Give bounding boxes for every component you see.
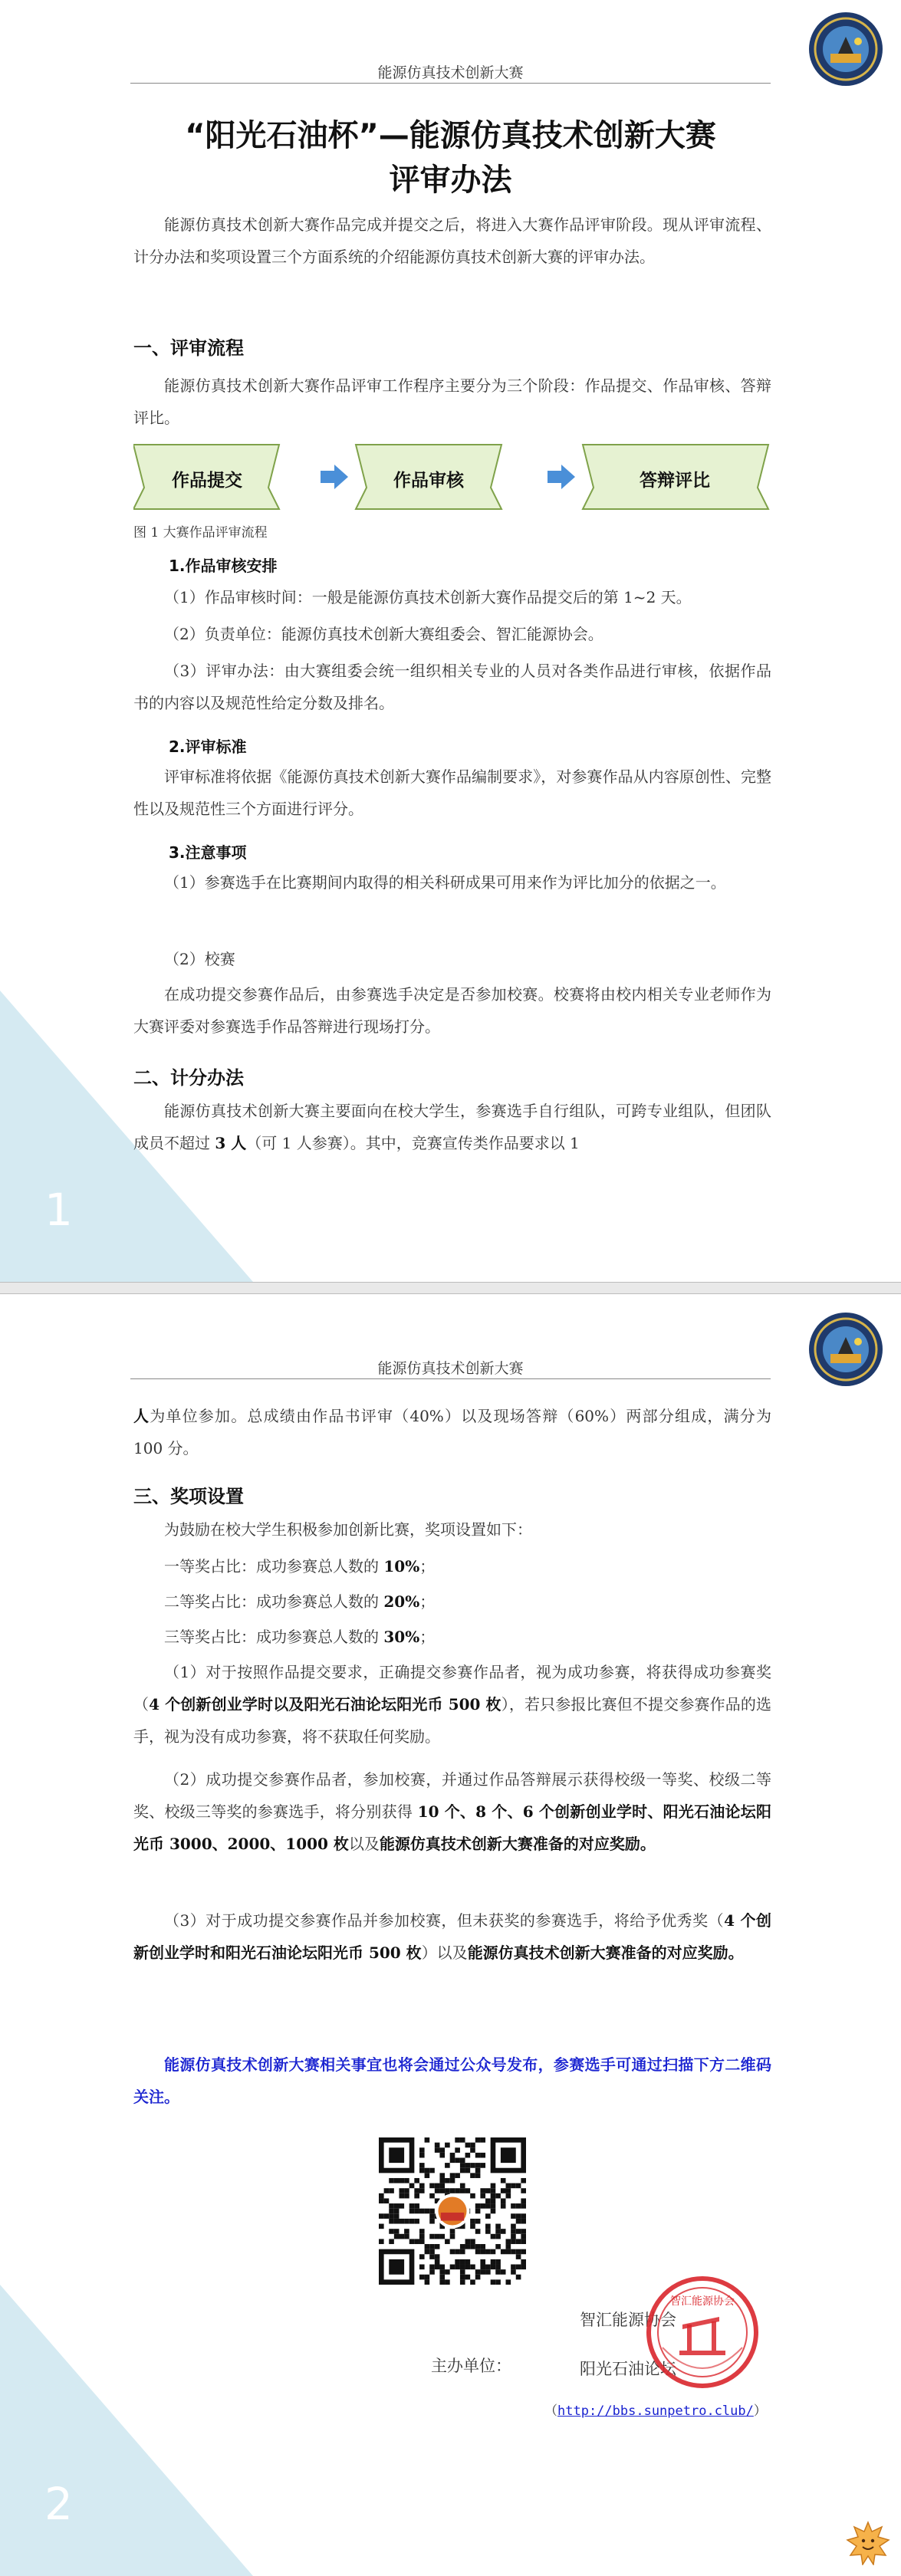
section2-heading: 二、计分办法 [133, 1067, 244, 1089]
flow-step-1-label: 作品提交 [172, 471, 242, 491]
award-rule-1-text: （1）对于按照作品提交要求，正确提交参赛作品者，视为成功参赛，将获得成功参赛奖（ [133, 1663, 771, 1714]
sub1-heading: 1.作品审核安排 [169, 557, 278, 575]
section2-continued [133, 1400, 771, 1464]
prize-second-label: 二等奖占比：成功参赛总人数的 [164, 1592, 384, 1611]
organizer-1: 智汇能源协会 [580, 2311, 676, 2329]
award-rule-2-bold-end: 能源仿真技术创新大赛准备的对应奖励。 [379, 1835, 656, 1853]
section2-cont-text: 为单位参加。总成绩由作品书评审（40%）以及现场答辩（60%）两部分组成，满分为 100 分。 [133, 1407, 772, 1457]
flow-arrow-2 [548, 465, 575, 489]
prize-third-value: 30% [383, 1628, 420, 1646]
page-1 [0, 0, 901, 1282]
host-label: 主办单位： [431, 2357, 511, 2375]
prize-second-value: 20% [383, 1592, 420, 1611]
award-rule-1-bold: 4 个创新创业学时以及阳光石油论坛阳光币 500 枚 [149, 1695, 501, 1714]
prize-first [133, 1550, 771, 1582]
prize-third-end: ； [419, 1628, 436, 1646]
prize-second-end: ； [419, 1592, 436, 1611]
review-flow-diagram [133, 443, 770, 514]
forum-url [544, 2400, 767, 2419]
sub3-item-1: （1）参赛选手在比赛期间内取得的相关科研成果可用来作为评比加分的依据之一。 [164, 873, 726, 892]
corner-decoration [0, 2285, 253, 2576]
flow-step-3-label: 答辩评比 [640, 471, 710, 491]
svg-text:智汇能源协会: 智汇能源协会 [670, 2295, 735, 2308]
award-rule-2-mid: 以及 [348, 1835, 380, 1853]
page-number: 2 [44, 2478, 73, 2530]
association-seal-icon [644, 2274, 761, 2390]
prize-first-label: 一等奖占比：成功参赛总人数的 [164, 1557, 384, 1576]
prize-second [133, 1585, 771, 1618]
prize-first-value: 10% [383, 1557, 420, 1576]
emoji-sticker-icon [846, 2521, 890, 2565]
header-rule [130, 83, 771, 84]
award-rule-1 [133, 1656, 771, 1753]
prize-third [133, 1621, 771, 1653]
award-rule-3-bold-end: 能源仿真技术创新大赛准备的对应奖励。 [467, 1944, 744, 1962]
intro-paragraph: 能源仿真技术创新大赛作品完成并提交之后，将进入大赛作品评审阶段。现从评审流程、计分办法和奖项设置三个方面系统的介绍能源仿真技术创新大赛的评审办法。 [133, 215, 771, 266]
award-rule-2-text: （2）成功提交参赛作品者，参加校赛，并通过作品答辩展示获得校级一等奖、校级二等奖、校级三等奖的参赛选手，将分别获得 [133, 1770, 771, 1821]
award-rule-3 [133, 1904, 771, 1969]
section2-text-a: 能源仿真技术创新大赛主要面向在校大学生，参赛选手自行组队，可跨专业组队，但团队成员不超过 [133, 1102, 771, 1152]
award-rule-1-end: ），若只参报比赛但不提交参赛作品的选手，视为没有成功参赛，将不获取任何奖励。 [133, 1695, 771, 1746]
section3-heading: 三、奖项设置 [133, 1486, 244, 1507]
sub2-paragraph: 评审标准将依据《能源仿真技术创新大赛作品编制要求》，对参赛作品从内容原创性、完整性以及规范性三个方面进行评分。 [133, 767, 771, 818]
header-rule [130, 1378, 771, 1379]
award-rule-2-bold: 10 个、8 个、6 个创新创业学时、阳光石油论坛阳光币 3000、2000、1000 枚 [133, 1802, 771, 1853]
section2-team-size: 3 人 [215, 1134, 247, 1152]
notice-paragraph: 能源仿真技术创新大赛相关事宜也将会通过公众号发布，参赛选手可通过扫描下方二维码关注。 [133, 2055, 771, 2106]
section1-heading: 一、评审流程 [133, 337, 244, 359]
sub1-item-1: （1）作品审核时间：一般是能源仿真技术创新大赛作品提交后的第 1~2 天。 [164, 588, 692, 606]
page-header: 能源仿真技术创新大赛 [377, 1360, 524, 1377]
figure-caption: 图 1 大赛作品评审流程 [133, 525, 268, 540]
section3-intro: 为鼓励在校大学生积极参加创新比赛，奖项设置如下： [164, 1520, 532, 1539]
award-rule-3-text: （3）对于成功提交参赛作品并参加校赛，但未获奖的参赛选手，将给予优秀奖（ [164, 1911, 725, 1930]
association-logo-icon [807, 11, 884, 87]
prize-first-end: ； [419, 1557, 436, 1576]
sub3-heading: 3.注意事项 [169, 843, 247, 862]
sub1-item-2: （2）负责单位：能源仿真技术创新大赛组委会、智汇能源协会。 [164, 625, 603, 643]
section2-text-b: （可 1 人参赛）。其中，竞赛宣传类作品要求以 1 [246, 1134, 580, 1152]
sub3-item-2: （2）校赛 [164, 950, 235, 968]
section1-paragraph: 能源仿真技术创新大赛作品评审工作程序主要分为三个阶段：作品提交、作品审核、答辩评比。 [133, 376, 771, 427]
page-2 [0, 1294, 901, 2576]
qr-code-icon[interactable] [379, 2137, 526, 2285]
sub3-paragraph: 在成功提交参赛作品后，由参赛选手决定是否参加校赛。校赛将由校内相关专业老师作为大赛评委对参赛选手作品答辩进行现场打分。 [133, 985, 771, 1036]
award-rule-2 [133, 1763, 771, 1860]
page-number: 1 [44, 1184, 73, 1236]
url-paren-open: （ [544, 2404, 557, 2419]
sub2-heading: 2.评审标准 [169, 738, 247, 756]
award-rule-3-mid: ）以及 [421, 1944, 468, 1962]
organizer-2: 阳光石油论坛 [580, 2360, 676, 2378]
section2-paragraph [133, 1095, 771, 1159]
doc-title-line1: “阳光石油杯”—能源仿真技术创新大赛 [185, 118, 716, 153]
doc-title-line2: 评审办法 [389, 163, 512, 198]
page-separator [0, 1282, 901, 1294]
flow-step-2-label: 作品审核 [393, 471, 464, 491]
forum-url-link[interactable]: http://bbs.sunpetro.club/ [557, 2404, 754, 2419]
prize-third-label: 三等奖占比：成功参赛总人数的 [164, 1628, 384, 1646]
section2-unit: 人 [133, 1407, 150, 1425]
award-rule-3-bold: 4 个创新创业学时和阳光石油论坛阳光币 500 枚 [133, 1911, 771, 1962]
flow-arrow-1 [321, 465, 348, 489]
url-paren-close: ） [753, 2404, 767, 2419]
page-header: 能源仿真技术创新大赛 [377, 64, 524, 81]
sub1-item-3: （3）评审办法：由大赛组委会统一组织相关专业的人员对各类作品进行审核，依据作品书的内容以及规范性给定分数及排名。 [133, 662, 771, 712]
